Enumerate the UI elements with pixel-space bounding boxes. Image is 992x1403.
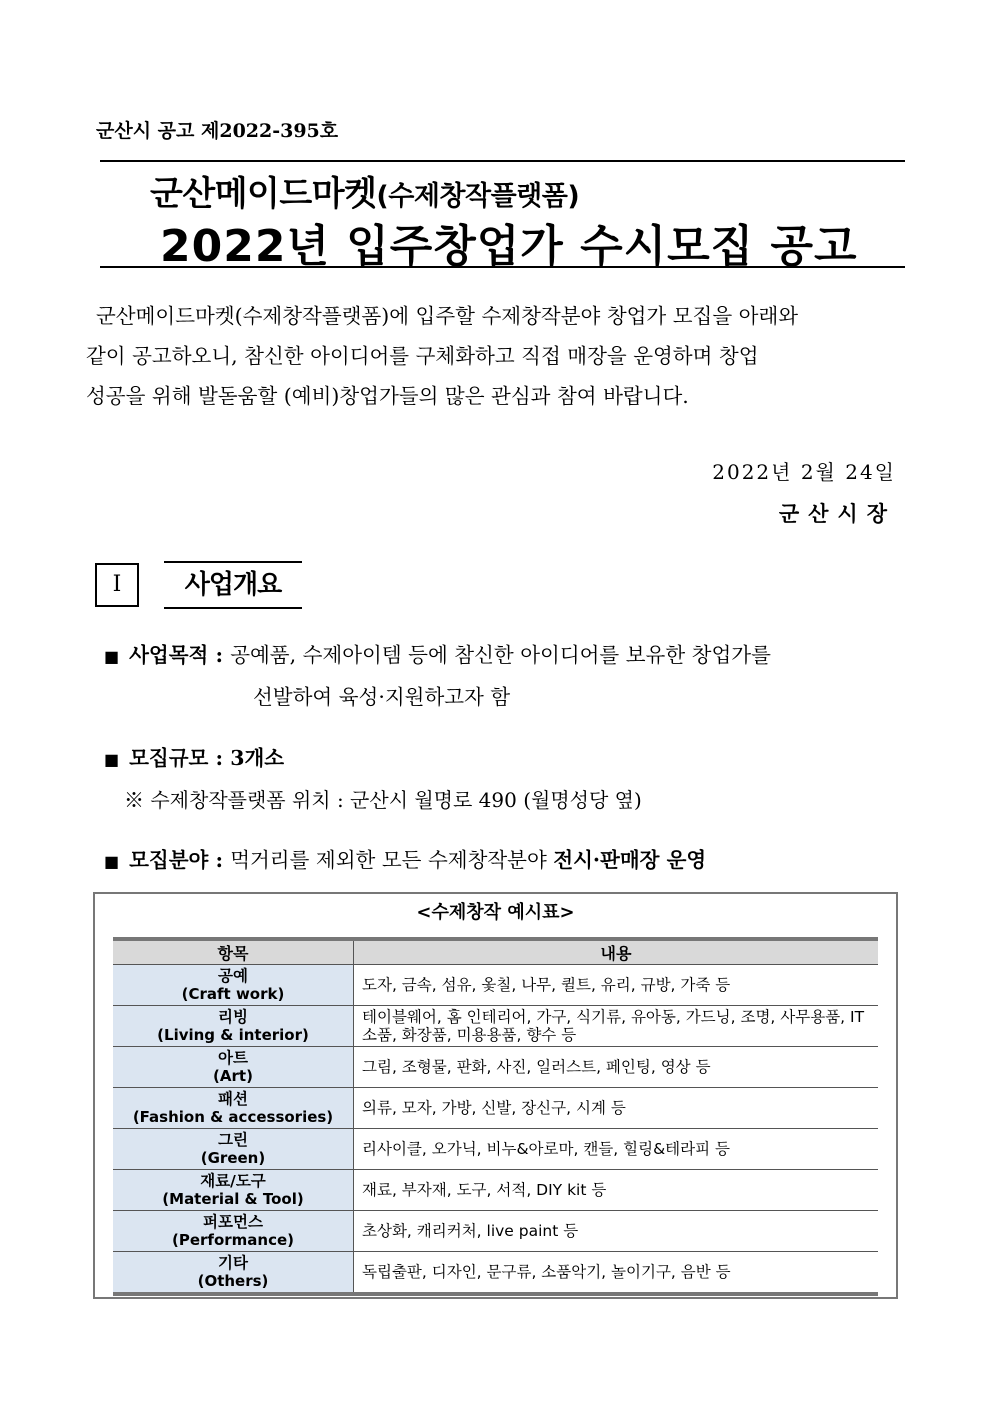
category-cell: [113, 1047, 354, 1088]
content-cell: 도자, 금속, 섬유, 옻칠, 나무, 퀼트, 유리, 규방, 가죽 등: [354, 965, 879, 1006]
field-sep: :: [208, 848, 231, 872]
category-en: (Art): [213, 1067, 253, 1085]
purpose-text: 공예품, 수제아이템 등에 참신한 아이디어를 보유한 창업가를: [230, 643, 771, 667]
scale-label: 모집규모: [129, 746, 209, 770]
category-en: (Performance): [172, 1231, 294, 1249]
content-cell: 독립출판, 디자인, 문구류, 소품악기, 놀이기구, 음반 등: [354, 1252, 879, 1295]
purpose-label: 사업목적: [129, 643, 209, 667]
category-cell: [113, 1211, 354, 1252]
category-ko: 아트: [218, 1049, 248, 1067]
field-emphasis: 전시·판매장 운영: [553, 848, 707, 872]
category-cell: [113, 1170, 354, 1211]
table-row: [113, 1170, 878, 1211]
content-cell: 리사이클, 오가닉, 비누&아로마, 캔들, 힐링&테라피 등: [354, 1129, 879, 1170]
category-cell: [113, 1129, 354, 1170]
category-cell: [113, 1006, 354, 1047]
category-ko: 패션: [218, 1090, 248, 1108]
table-row: [113, 1252, 878, 1295]
scale-item: [104, 741, 284, 771]
table-row: [113, 1006, 878, 1047]
intro-line: 같이 공고하오니, 참신한 아이디어를 구체화하고 직접 매장을 운영하며 창업: [86, 344, 759, 368]
category-ko: 리빙: [218, 1008, 248, 1026]
title-line2: 2022년 입주창업가 수시모집 공고: [160, 221, 858, 272]
content-cell: 그림, 조형물, 판화, 사진, 일러스트, 페인팅, 영상 등: [354, 1047, 879, 1088]
title-sub: (수제창작플랫폼): [376, 181, 580, 212]
category-cell: [113, 1252, 354, 1295]
purpose-text-cont: 선발하여 육성·지원하고자 함: [253, 685, 511, 709]
table-caption: <수제창작 예시표>: [416, 902, 575, 923]
table-row: [113, 1088, 878, 1129]
location-note: ※ 수제창작플랫폼 위치 : 군산시 월명로 490 (월명성당 옆): [124, 788, 642, 812]
header-category: 항목: [113, 939, 354, 965]
notice-number: 군산시 공고 제2022-395호: [96, 120, 339, 142]
field-label: 모집분야: [129, 848, 209, 872]
table-row: [113, 965, 878, 1006]
field-item: [104, 843, 706, 873]
scale-text: 3개소: [230, 746, 285, 770]
category-en: (Fashion & accessories): [132, 1108, 334, 1126]
category-en: (Green): [200, 1149, 266, 1167]
table-header-row: [113, 939, 878, 965]
example-table-box: [93, 892, 898, 1299]
category-ko: 그린: [218, 1131, 248, 1149]
header-content: 내용: [354, 939, 879, 965]
category-ko: 재료/도구: [200, 1172, 266, 1190]
intro-line: 성공을 위해 발돋움할 (예비)창업가들의 많은 관심과 참여 바랍니다.: [86, 384, 689, 408]
category-en: (Craft work): [181, 985, 285, 1003]
bullet-icon: ■: [104, 750, 120, 769]
table-row: [113, 1047, 878, 1088]
title-main: 군산메이드마켓: [150, 174, 377, 214]
category-en: (Material & Tool): [162, 1190, 304, 1208]
category-en: (Others): [197, 1272, 269, 1290]
issuer: 군산시장: [778, 501, 896, 526]
section-number: I: [95, 563, 139, 607]
notice-date: 2022년 2월 24일: [712, 460, 896, 484]
table-row: [113, 1211, 878, 1252]
intro-line: 군산메이드마켓(수제창작플랫폼)에 입주할 수제창작분야 창업가 모집을 아래와: [96, 304, 799, 328]
bullet-icon: ■: [104, 852, 120, 871]
scale-sep: :: [208, 746, 231, 770]
field-text: 먹거리를 제외한 모든 수제창작분야: [230, 848, 554, 872]
content-cell: 초상화, 캐리커처, live paint 등: [354, 1211, 879, 1252]
purpose-sep: :: [208, 643, 231, 667]
content-cell: 테이블웨어, 홈 인테리어, 가구, 식기류, 유아동, 가드닝, 조명, 사무용품, IT소품, 화장품, 미용용품, 향수 등: [354, 1006, 879, 1047]
section-title: 사업개요: [164, 561, 302, 609]
content-cell: 재료, 부자재, 도구, 서적, DIY kit 등: [354, 1170, 879, 1211]
example-table: [113, 937, 878, 1296]
category-cell: [113, 965, 354, 1006]
title-line1: [150, 166, 579, 215]
category-ko: 퍼포먼스: [203, 1213, 263, 1231]
category-ko: 공예: [218, 967, 248, 985]
table-row: [113, 1129, 878, 1170]
category-cell: [113, 1088, 354, 1129]
title-block: [100, 160, 905, 272]
intro-paragraph: [86, 296, 898, 416]
bullet-icon: ■: [104, 647, 120, 666]
category-en: (Living & interior): [157, 1026, 309, 1044]
purpose-item: [104, 638, 771, 668]
content-cell: 의류, 모자, 가방, 신발, 장신구, 시계 등: [354, 1088, 879, 1129]
category-ko: 기타: [218, 1254, 248, 1272]
